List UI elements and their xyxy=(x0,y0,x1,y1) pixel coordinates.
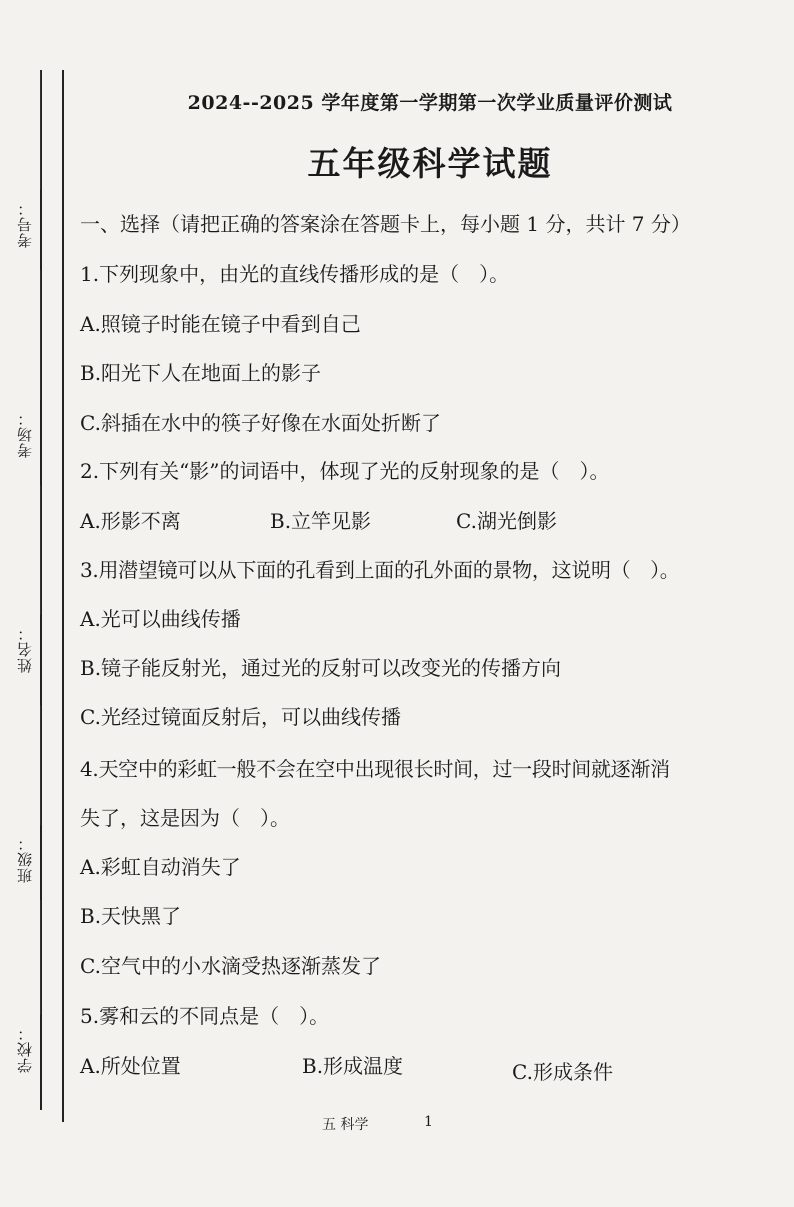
question-2-option-a[interactable]: A.形影不离 xyxy=(80,509,181,533)
question-1-option-b[interactable]: B.阳光下人在地面上的影子 xyxy=(80,361,322,385)
question-5-option-a[interactable]: A.所处位置 xyxy=(80,1054,181,1078)
question-2-option-c[interactable]: C.湖光倒影 xyxy=(456,509,557,533)
question-4-option-b[interactable]: B.天快黑了 xyxy=(80,904,182,928)
subject-title: 五年级科学试题 xyxy=(307,144,553,183)
question-4-stem: 4.天空中的彩虹一般不会在空中出现很长时间，过一段时间就逐渐消 xyxy=(80,757,670,781)
name-field xyxy=(14,485,44,675)
school-field xyxy=(14,900,44,1080)
question-3-option-b[interactable]: B.镜子能反射光，通过光的反射可以改变光的传播方向 xyxy=(80,656,562,680)
exam-room-blank xyxy=(40,270,41,400)
binding-line-inner xyxy=(62,70,64,1122)
question-4-option-c[interactable]: C.空气中的小水滴受热逐渐蒸发了 xyxy=(80,954,381,978)
question-2-option-b[interactable]: B.立竿见影 xyxy=(270,509,372,533)
exam-number-label: 考号： xyxy=(16,200,34,248)
exam-number-blank xyxy=(40,70,41,190)
question-4-stem-continued: 失了，这是因为（ ）。 xyxy=(80,806,290,830)
school-label: 学校： xyxy=(16,1025,34,1073)
school-blank xyxy=(40,900,41,1015)
question-1-option-c[interactable]: C.斜插在水中的筷子好像在水面处折断了 xyxy=(80,411,441,435)
exam-title: 2024--2025 学年度第一学期第一次学业质量评价测试 xyxy=(187,92,673,114)
footer-subject: 五 科学 xyxy=(322,1117,369,1133)
exam-number-field xyxy=(14,70,44,250)
class-label: 班级： xyxy=(16,835,34,883)
name-blank xyxy=(40,485,41,615)
exam-room-field xyxy=(14,270,44,460)
section-heading: 一、选择（请把正确的答案涂在答题卡上，每小题 1 分，共计 7 分） xyxy=(80,212,691,236)
question-2-stem: 2.下列有关“影”的词语中，体现了光的反射现象的是（ ）。 xyxy=(80,459,610,483)
question-5-option-c[interactable]: C.形成条件 xyxy=(512,1060,613,1084)
question-4-option-a[interactable]: A.彩虹自动消失了 xyxy=(80,855,241,879)
question-3-option-a[interactable]: A.光可以曲线传播 xyxy=(80,607,241,631)
question-3-option-c[interactable]: C.光经过镜面反射后，可以曲线传播 xyxy=(80,705,401,729)
question-5-stem: 5.雾和云的不同点是（ ）。 xyxy=(80,1004,330,1028)
exam-room-label: 考场： xyxy=(16,410,34,458)
question-1-option-a[interactable]: A.照镜子时能在镜子中看到自己 xyxy=(80,312,361,336)
class-blank xyxy=(40,705,41,825)
footer-page-number: 1 xyxy=(424,1114,433,1130)
question-3-stem: 3.用潜望镜可以从下面的孔看到上面的孔外面的景物，这说明（ ）。 xyxy=(80,558,680,582)
question-1-stem: 1.下列现象中，由光的直线传播形成的是（ ）。 xyxy=(80,262,510,286)
class-field xyxy=(14,705,44,885)
question-5-option-b[interactable]: B.形成温度 xyxy=(302,1054,404,1078)
name-label: 姓名： xyxy=(16,625,34,673)
